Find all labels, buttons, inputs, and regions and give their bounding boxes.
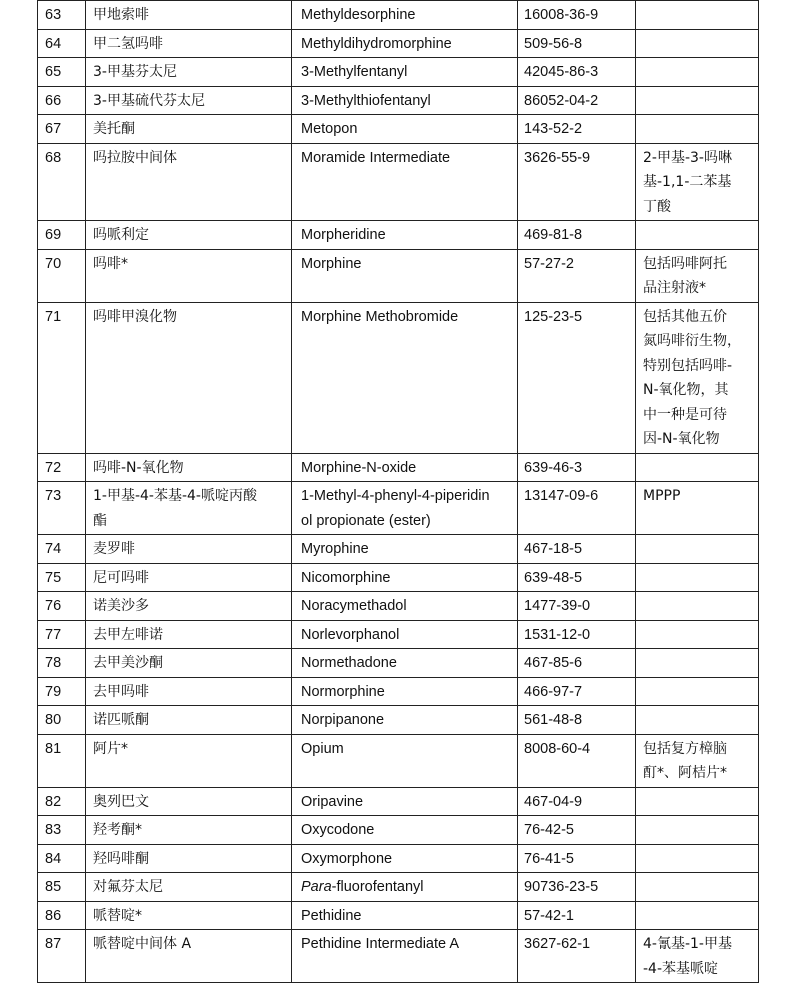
remark-cell: [636, 592, 759, 621]
chinese-name-cell: [86, 58, 292, 87]
chinese-name-cell: [86, 115, 292, 144]
remark-line: 4-氰基-1-甲基: [643, 936, 732, 952]
english-name-cell: [292, 706, 518, 735]
cas-number-cell: [518, 482, 636, 535]
chinese-name: 羟吗啡酮: [93, 850, 149, 867]
chinese-name: 去甲左啡诺: [93, 626, 163, 643]
remark-cell: [636, 221, 759, 250]
row-number-cell: [38, 677, 86, 706]
row-number-cell: [38, 535, 86, 564]
chinese-name: 吗啡*: [93, 255, 128, 272]
cas-number-cell: [518, 86, 636, 115]
cas-number-cell: [518, 816, 636, 845]
row-number-cell: [38, 901, 86, 930]
chinese-name: 美托酮: [93, 121, 135, 137]
table-row: [38, 249, 759, 302]
cas-number: 467-85-6: [524, 655, 583, 671]
chinese-name-cell: [86, 29, 292, 58]
row-number: 70: [45, 255, 62, 272]
english-name: 3-Methylfentanyl: [301, 64, 408, 80]
row-number: 77: [45, 626, 62, 643]
english-name: Pethidine Intermediate A: [301, 936, 459, 952]
cas-number-cell: [518, 221, 636, 250]
cas-number-cell: [518, 302, 636, 453]
english-name: Myrophine: [301, 541, 369, 557]
table-row: [38, 535, 759, 564]
table-row: [38, 302, 759, 453]
cas-number: 561-48-8: [524, 712, 583, 728]
english-name: Nicomorphine: [301, 569, 391, 586]
english-name-cell: [292, 115, 518, 144]
row-number: 78: [45, 655, 62, 671]
cas-number-cell: [518, 620, 636, 649]
cas-number: 639-48-5: [524, 569, 583, 586]
table-row: [38, 143, 759, 221]
chinese-name: 吗啡甲溴化物: [93, 308, 177, 325]
row-number: 73: [45, 488, 62, 504]
row-number: 86: [45, 907, 62, 924]
english-name: Normorphine: [301, 683, 385, 700]
cas-number: 13147-09-6: [524, 488, 599, 504]
remark-line: 因-N-氧化物: [643, 431, 720, 447]
english-name: Morphine: [301, 255, 362, 272]
row-number-cell: [38, 221, 86, 250]
row-number-cell: [38, 787, 86, 816]
chinese-name: 3-甲基芬太尼: [93, 64, 177, 80]
english-name-cell: [292, 453, 518, 482]
cas-number: 509-56-8: [524, 35, 583, 52]
row-number-cell: [38, 1, 86, 30]
remark-line: 包括其他五价: [643, 308, 727, 325]
chinese-name-cell: [86, 901, 292, 930]
remark-line: 包括复方樟脑: [643, 740, 727, 757]
cas-number: 639-46-3: [524, 459, 583, 476]
english-name-cell: [292, 620, 518, 649]
remark-line: 包括吗啡阿托: [643, 255, 727, 272]
remark-cell: [636, 873, 759, 902]
cas-number-cell: [518, 535, 636, 564]
english-name: Morphine Methobromide: [301, 308, 459, 325]
chinese-name-cell: [86, 620, 292, 649]
chinese-name-cell: [86, 86, 292, 115]
cas-number-cell: [518, 844, 636, 873]
chinese-name-cell: [86, 482, 292, 535]
english-name-cell: [292, 302, 518, 453]
english-name-cell: [292, 930, 518, 983]
row-number-cell: [38, 29, 86, 58]
table-row: [38, 482, 759, 535]
cas-number: 125-23-5: [524, 308, 583, 325]
chinese-name-cell: [86, 706, 292, 735]
remark-line: -4-苯基哌啶: [643, 960, 719, 977]
cas-number: 3626-55-9: [524, 149, 591, 166]
table-row: [38, 115, 759, 144]
cas-number: 16008-36-9: [524, 7, 599, 23]
table-row: [38, 844, 759, 873]
table-row: [38, 620, 759, 649]
remark-cell: [636, 58, 759, 87]
row-number: 85: [45, 879, 62, 895]
remark-cell: [636, 677, 759, 706]
chinese-name-cell: [86, 453, 292, 482]
english-name-cell: [292, 901, 518, 930]
chinese-name-cell: [86, 249, 292, 302]
chinese-name-cell: [86, 302, 292, 453]
table-row: [38, 706, 759, 735]
chinese-name: 去甲美沙酮: [93, 655, 163, 671]
table-row: [38, 677, 759, 706]
chinese-name-cell: [86, 563, 292, 592]
table-row: [38, 901, 759, 930]
row-number: 82: [45, 793, 62, 810]
row-number: 83: [45, 822, 62, 838]
remark-line: 氮吗啡衍生物，: [643, 333, 741, 349]
english-name: Methyldesorphine: [301, 7, 416, 23]
remark-cell: [636, 1, 759, 30]
row-number: 84: [45, 850, 62, 867]
row-number: 67: [45, 121, 62, 137]
row-number: 64: [45, 35, 62, 52]
drug-table: [37, 0, 759, 983]
remark-line: 品注射液*: [643, 280, 706, 296]
english-name: Morphine-N-oxide: [301, 459, 417, 476]
table-row: [38, 649, 759, 678]
english-name-cell: [292, 844, 518, 873]
row-number: 79: [45, 683, 62, 700]
row-number-cell: [38, 453, 86, 482]
cas-number: 467-04-9: [524, 793, 583, 810]
cas-number: 76-41-5: [524, 850, 574, 867]
row-number: 66: [45, 92, 62, 109]
english-name-cell: [292, 649, 518, 678]
remark-cell: [636, 453, 759, 482]
english-name: Moramide Intermediate: [301, 149, 451, 166]
english-name: Oxymorphone: [301, 850, 393, 867]
chinese-name-cell: [86, 677, 292, 706]
table-row: [38, 873, 759, 902]
cas-number: 469-81-8: [524, 227, 583, 243]
chinese-name: 奥列巴文: [93, 793, 149, 810]
english-name-cell: [292, 86, 518, 115]
english-name-rest: -fluorofentanyl: [331, 879, 424, 895]
english-name-cell: [292, 29, 518, 58]
chinese-name-cell: [86, 1, 292, 30]
chinese-name-line: 1-甲基-4-苯基-4-哌啶丙酸: [93, 488, 257, 504]
english-name-cell: [292, 221, 518, 250]
remark-cell: [636, 86, 759, 115]
cas-number-cell: [518, 453, 636, 482]
chinese-name-cell: [86, 649, 292, 678]
english-name: Noracymethadol: [301, 598, 407, 614]
chinese-name: 麦罗啡: [93, 541, 135, 557]
cas-number-cell: [518, 677, 636, 706]
english-name-line: 1-Methyl-4-phenyl-4-piperidin: [301, 488, 490, 504]
table-row: [38, 563, 759, 592]
row-number: 72: [45, 459, 62, 476]
row-number: 63: [45, 7, 62, 23]
table-row: [38, 58, 759, 87]
english-name: Norpipanone: [301, 712, 385, 728]
table-row: [38, 787, 759, 816]
remark-cell: [636, 706, 759, 735]
chinese-name-cell: [86, 844, 292, 873]
remark-cell: [636, 535, 759, 564]
english-name-cell: [292, 58, 518, 87]
english-name: Normethadone: [301, 655, 397, 671]
english-name: Opium: [301, 740, 344, 757]
cas-number: 143-52-2: [524, 121, 583, 137]
english-name-cell: [292, 816, 518, 845]
remark-cell: [636, 620, 759, 649]
english-name-cell: [292, 482, 518, 535]
table-row: [38, 734, 759, 787]
row-number-cell: [38, 734, 86, 787]
row-number: 80: [45, 712, 62, 728]
row-number-cell: [38, 592, 86, 621]
remark-cell: [636, 143, 759, 221]
row-number: 65: [45, 64, 62, 80]
remark-cell: [636, 302, 759, 453]
remark-line: 基-1,1-二苯基: [643, 174, 732, 190]
row-number-cell: [38, 482, 86, 535]
chinese-name: 羟考酮*: [93, 822, 142, 838]
cas-number-cell: [518, 143, 636, 221]
chinese-name-cell: [86, 787, 292, 816]
cas-number: 1531-12-0: [524, 626, 591, 643]
chinese-name-cell: [86, 930, 292, 983]
table-row: [38, 1, 759, 30]
remark-cell: [636, 249, 759, 302]
table-row: [38, 453, 759, 482]
english-name: Pethidine: [301, 907, 362, 924]
english-name-cell: [292, 249, 518, 302]
remark-cell: [636, 901, 759, 930]
chinese-name: 哌替啶中间体 A: [93, 936, 192, 952]
row-number-cell: [38, 249, 86, 302]
english-name: Oripavine: [301, 793, 364, 810]
table-row: [38, 592, 759, 621]
remark-line: 中一种是可待: [643, 406, 727, 423]
chinese-name-cell: [86, 873, 292, 902]
remark-line: 酊*、阿桔片*: [643, 765, 727, 781]
remark-cell: [636, 844, 759, 873]
remark-cell: [636, 29, 759, 58]
english-name: Metopon: [301, 121, 358, 137]
cas-number: 57-27-2: [524, 255, 574, 272]
row-number-cell: [38, 58, 86, 87]
chinese-name-cell: [86, 816, 292, 845]
cas-number-cell: [518, 563, 636, 592]
english-name-line: ol propionate (ester): [301, 512, 431, 529]
remark-cell: [636, 563, 759, 592]
cas-number-cell: [518, 649, 636, 678]
remark-cell: [636, 482, 759, 535]
chinese-name: 甲地索啡: [93, 7, 149, 23]
row-number-cell: [38, 302, 86, 453]
cas-number: 467-18-5: [524, 541, 583, 557]
row-number: 71: [45, 308, 62, 325]
chinese-name: 对氟芬太尼: [93, 879, 163, 895]
english-name: Morpheridine: [301, 227, 386, 243]
english-name-cell: [292, 787, 518, 816]
chinese-name: 诺美沙多: [93, 598, 149, 614]
chinese-name: 吗哌利定: [93, 227, 149, 243]
chinese-name: 诺匹哌酮: [93, 712, 149, 728]
chinese-name-cell: [86, 734, 292, 787]
table-row: [38, 86, 759, 115]
remark-cell: [636, 787, 759, 816]
chinese-name: 尼可吗啡: [93, 569, 149, 586]
table-row: [38, 221, 759, 250]
english-name: 3-Methylthiofentanyl: [301, 92, 431, 109]
chinese-name-cell: [86, 592, 292, 621]
english-name-cell: [292, 592, 518, 621]
remark-line: 特别包括吗啡-: [643, 357, 733, 374]
chinese-name-line: 酯: [93, 512, 107, 529]
cas-number-cell: [518, 58, 636, 87]
english-name-cell: [292, 535, 518, 564]
cas-number-cell: [518, 901, 636, 930]
chinese-name-cell: [86, 535, 292, 564]
row-number: 69: [45, 227, 62, 243]
english-name-cell: [292, 873, 518, 902]
row-number: 75: [45, 569, 62, 586]
row-number-cell: [38, 706, 86, 735]
cas-number-cell: [518, 873, 636, 902]
chinese-name: 吗拉胺中间体: [93, 149, 177, 166]
cas-number: 90736-23-5: [524, 879, 599, 895]
english-name-cell: [292, 734, 518, 787]
cas-number: 42045-86-3: [524, 64, 599, 80]
chinese-name-cell: [86, 143, 292, 221]
chinese-name: 吗啡-N-氧化物: [93, 459, 184, 476]
remark-line: 丁酸: [643, 198, 671, 215]
row-number: 74: [45, 541, 62, 557]
chinese-name: 3-甲基硫代芬太尼: [93, 92, 205, 109]
remark-cell: [636, 649, 759, 678]
cas-number: 3627-62-1: [524, 936, 591, 952]
row-number-cell: [38, 563, 86, 592]
cas-number: 1477-39-0: [524, 598, 591, 614]
cas-number-cell: [518, 787, 636, 816]
chinese-name: 阿片*: [93, 740, 128, 757]
cas-number-cell: [518, 592, 636, 621]
english-name-italic-part: Para: [301, 879, 332, 895]
row-number-cell: [38, 86, 86, 115]
chinese-name: 去甲吗啡: [93, 683, 149, 700]
row-number: 87: [45, 936, 62, 952]
row-number-cell: [38, 816, 86, 845]
english-name: Oxycodone: [301, 822, 375, 838]
row-number-cell: [38, 844, 86, 873]
table-row: [38, 930, 759, 983]
cas-number: 86052-04-2: [524, 92, 599, 109]
cas-number: 76-42-5: [524, 822, 574, 838]
english-name: Methyldihydromorphine: [301, 35, 452, 52]
row-number-cell: [38, 620, 86, 649]
table-row: [38, 816, 759, 845]
chinese-name: 哌替啶*: [93, 907, 142, 924]
chinese-name: 甲二氢吗啡: [93, 35, 163, 52]
cas-number-cell: [518, 930, 636, 983]
cas-number-cell: [518, 115, 636, 144]
english-name-cell: [292, 1, 518, 30]
english-name-cell: [292, 563, 518, 592]
row-number: 81: [45, 740, 62, 757]
row-number-cell: [38, 649, 86, 678]
cas-number-cell: [518, 734, 636, 787]
cas-number: 466-97-7: [524, 683, 583, 700]
remark-cell: [636, 734, 759, 787]
english-name-cell: [292, 677, 518, 706]
row-number-cell: [38, 115, 86, 144]
row-number: 68: [45, 149, 62, 166]
remark-line: MPPP: [643, 488, 681, 504]
row-number-cell: [38, 143, 86, 221]
english-name-cell: [292, 143, 518, 221]
cas-number-cell: [518, 706, 636, 735]
english-name: [301, 875, 511, 900]
cas-number: 57-42-1: [524, 907, 574, 924]
row-number-cell: [38, 873, 86, 902]
remark-cell: [636, 930, 759, 983]
cas-number-cell: [518, 249, 636, 302]
table-body: [38, 1, 759, 983]
remark-cell: [636, 115, 759, 144]
remark-cell: [636, 816, 759, 845]
row-number: 76: [45, 598, 62, 614]
remark-line: N-氧化物，其: [643, 382, 729, 398]
remark-line: 2-甲基-3-吗啉: [643, 149, 732, 166]
row-number-cell: [38, 930, 86, 983]
cas-number: 8008-60-4: [524, 740, 591, 757]
english-name: Norlevorphanol: [301, 626, 400, 643]
chinese-name-cell: [86, 221, 292, 250]
table-row: [38, 29, 759, 58]
cas-number-cell: [518, 29, 636, 58]
cas-number-cell: [518, 1, 636, 30]
